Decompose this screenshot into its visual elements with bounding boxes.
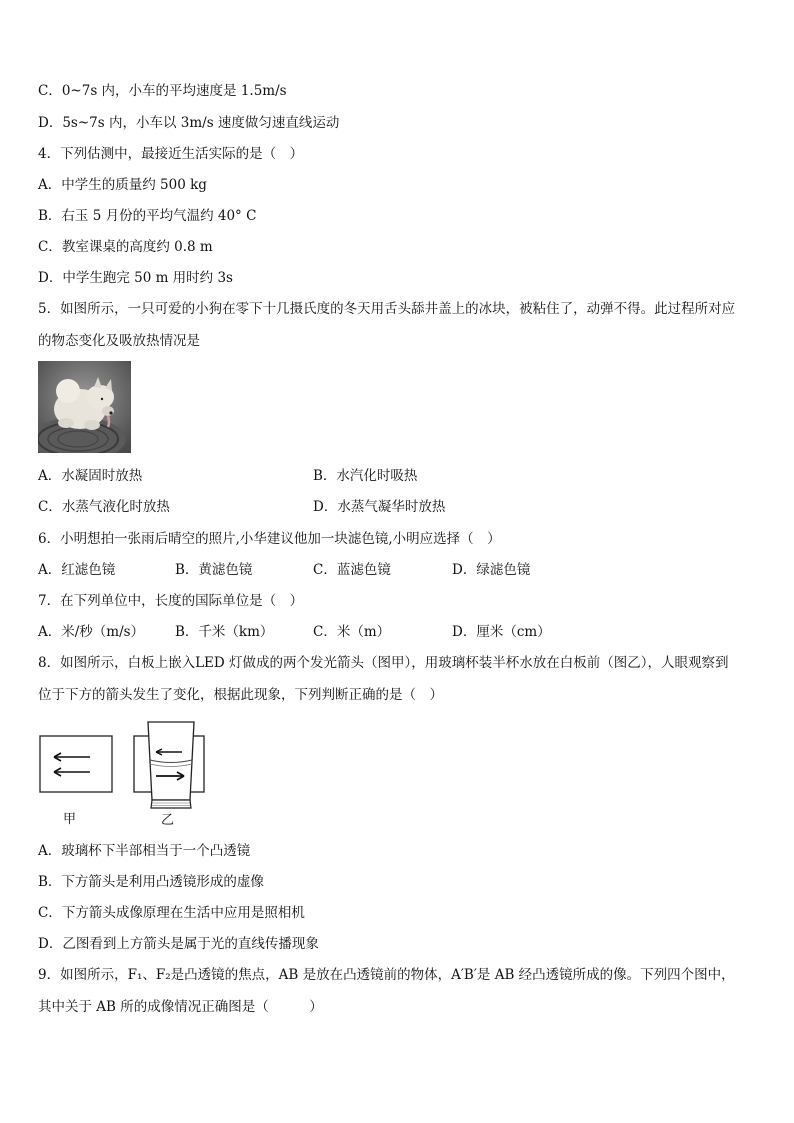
q6-option-a: A．红滤色镜 xyxy=(38,562,116,578)
figure-label-jia: 甲 xyxy=(63,812,77,827)
whiteboard-jia xyxy=(40,736,112,792)
q6-option-d: D．绿滤色镜 xyxy=(452,562,531,578)
q4-option-d: D．中学生跑完 50 m 用时约 3s xyxy=(38,270,233,286)
q7-stem: 7．在下列单位中，长度的国际单位是（ ） xyxy=(38,593,304,609)
q8-option-b: B．下方箭头是利用凸透镜形成的虚像 xyxy=(38,874,264,890)
q7-option-c: C．米（m） xyxy=(313,624,391,640)
q5-option-a: A．水凝固时放热 xyxy=(38,468,143,484)
q4-option-a: A．中学生的质量约 500 kg xyxy=(38,177,207,193)
q4-stem: 4．下列估测中，最接近生活实际的是（ ） xyxy=(38,146,304,162)
q8-option-d: D．乙图看到上方箭头是属于光的直线传播现象 xyxy=(38,936,319,952)
q5-option-d: D．水蒸气凝华时放热 xyxy=(313,499,446,515)
whiteboard-yi-with-glass xyxy=(134,722,204,808)
q9-stem-line2: 其中关于 AB 所的成像情况正确图是（ ） xyxy=(38,999,323,1015)
q7-option-d: D．厘米（cm） xyxy=(452,624,551,640)
q6-stem: 6．小明想拍一张雨后晴空的照片,小华建议他加一块滤色镜,小明应选择（ ） xyxy=(38,531,501,547)
dog-licking-manhole-photo xyxy=(38,361,131,453)
q5-stem-line1: 5．如图所示，一只可爱的小狗在零下十几摄氏度的冬天用舌头舔井盖上的冰块，被粘住了，动弹不得。此过程所对应 xyxy=(38,301,736,317)
q5-option-c: C．水蒸气液化时放热 xyxy=(38,499,170,515)
q3-option-d: D．5s~7s 内，小车以 3m/s 速度做匀速直线运动 xyxy=(38,115,340,131)
q5-stem-line2: 的物态变化及吸放热情况是 xyxy=(38,333,200,349)
q8-option-c: C．下方箭头成像原理在生活中应用是照相机 xyxy=(38,905,305,921)
q5-option-b: B．水汽化时吸热 xyxy=(313,468,418,484)
q7-option-b: B．千米（km） xyxy=(175,624,274,640)
q4-option-c: C．教室课桌的高度约 0.8 m xyxy=(38,239,213,255)
q6-option-b: B．黄滤色镜 xyxy=(175,562,253,578)
q7-option-a: A．米/秒（m/s） xyxy=(38,624,145,640)
q8-stem-line2: 位于下方的箭头发生了变化，根据此现象，下列判断正确的是（ ） xyxy=(38,687,443,703)
q6-option-c: C．蓝滤色镜 xyxy=(313,562,391,578)
q8-stem-line1: 8．如图所示，白板上嵌入LED 灯做成的两个发光箭头（图甲），用玻璃杯装半杯水放在白板前（图乙），人眼观察到 xyxy=(38,655,729,671)
q8-option-a: A．玻璃杯下半部相当于一个凸透镜 xyxy=(38,843,251,859)
q4-option-b: B．右玉 5 月份的平均气温约 40° C xyxy=(38,208,257,224)
q3-option-c: C．0~7s 内，小车的平均速度是 1.5m/s xyxy=(38,83,287,99)
figure-label-yi: 乙 xyxy=(161,813,175,828)
q9-stem-line1: 9．如图所示，F₁、F₂是凸透镜的焦点，AB 是放在凸透镜前的物体，A′B′是 AB 经凸透镜所成的像。下列四个图中， xyxy=(38,967,735,983)
